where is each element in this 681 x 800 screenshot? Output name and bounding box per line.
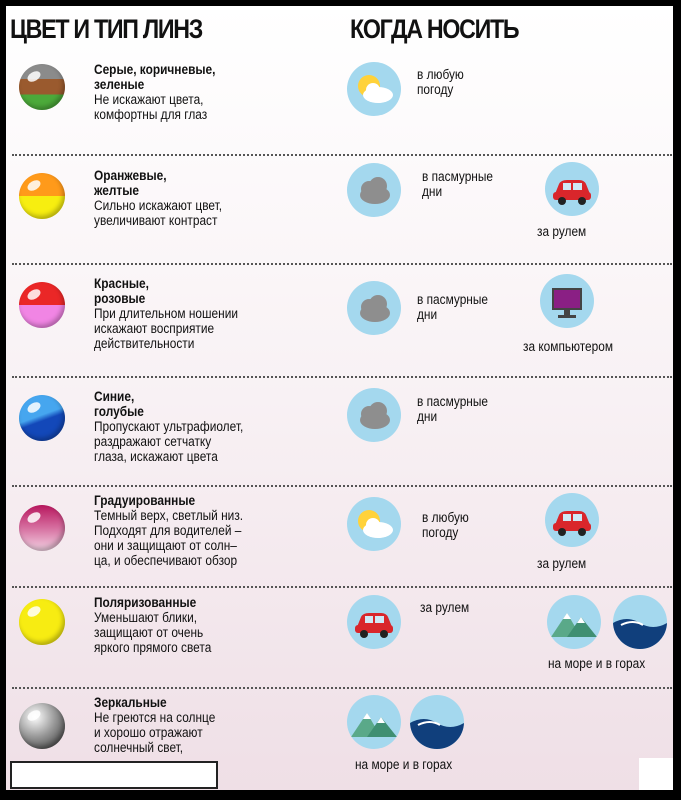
cloud-icon (347, 281, 401, 335)
row2-desc2: увеличивают контраст (94, 213, 218, 228)
car-icon (347, 595, 401, 649)
row2-title-cont: желтые (94, 183, 140, 198)
row6-use-driving: за рулем (420, 600, 470, 615)
row4-text (94, 389, 296, 464)
car-icon (545, 493, 599, 547)
row6-use-sea-mountains: на море и в горах (548, 656, 646, 671)
row6-title: Поляризованные (94, 595, 197, 610)
row5-use: за рулем (537, 556, 587, 571)
mountains-icon (547, 595, 601, 649)
row5-title: Градуированные (94, 493, 196, 508)
header-when-to-wear: КОГДА НОСИТЬ (350, 14, 519, 44)
row1-weather (417, 67, 464, 97)
row5-weather (422, 510, 469, 540)
row4-title-cont: голубые (94, 404, 144, 419)
row2-desc1: Сильно искажают цвет, (94, 198, 223, 213)
mountains-icon (347, 695, 401, 749)
row1-weather-line2: погоду (417, 82, 454, 97)
row3-title-cont: розовые (94, 291, 146, 306)
row5-desc3: они и защищают от солн– (94, 538, 237, 553)
infographic (6, 6, 673, 790)
sea-wave-icon (410, 695, 464, 749)
row6-desc1: Уменьшают блики, (94, 610, 198, 625)
row2-title: Оранжевые, (94, 168, 167, 183)
row1-desc1: Не искажают цвета, (94, 92, 204, 107)
divider (12, 263, 672, 265)
row4-desc1: Пропускают ультрафиолет, (94, 419, 244, 434)
row3-text (94, 276, 296, 351)
sun-cloud-icon (347, 62, 401, 116)
row7-text (94, 695, 296, 755)
lens-polarized (19, 599, 65, 645)
row3-use: за компьютером (523, 339, 614, 354)
monitor-icon (540, 274, 594, 328)
cloud-icon (347, 163, 401, 217)
sun-cloud-icon (347, 497, 401, 551)
row3-desc3: действительности (94, 336, 195, 351)
header-lens-type: ЦВЕТ И ТИП ЛИНЗ (10, 14, 202, 44)
row5-desc2: Подходят для водителей – (94, 523, 242, 538)
row1-weather-line1: в любую (417, 67, 464, 82)
row2-weather (422, 169, 493, 199)
row7-desc3: солнечный свет, (94, 740, 184, 755)
row5-text (94, 493, 296, 568)
row2-weather-line1: в пасмурные (422, 169, 494, 184)
row6-desc2: защищают от очень (94, 625, 204, 640)
divider (12, 687, 672, 689)
row1-title: Серые, коричневые, (94, 62, 216, 77)
divider (12, 376, 672, 378)
lens-gray-brown-green (19, 64, 65, 110)
row1-title-cont: зеленые (94, 77, 145, 92)
row7-title: Зеркальные (94, 695, 167, 710)
lens-gradient (19, 505, 65, 551)
row5-weather-line1: в любую (422, 510, 469, 525)
row4-weather-line1: в пасмурные (417, 394, 489, 409)
row1-text (94, 62, 296, 122)
cloud-icon (347, 388, 401, 442)
row3-weather-line1: в пасмурные (417, 292, 489, 307)
row4-title: Синие, (94, 389, 135, 404)
row1-desc2: комфортны для глаз (94, 107, 208, 122)
row5-desc4: ца, и обеспечивают обзор (94, 553, 238, 568)
row3-desc1: При длительном ношении (94, 306, 239, 321)
row2-text (94, 168, 296, 228)
row4-weather (417, 394, 488, 424)
row3-weather (417, 292, 488, 322)
row6-text (94, 595, 296, 655)
divider (12, 485, 672, 487)
sea-wave-icon (613, 595, 667, 649)
row5-desc1: Темный верх, светлый низ. (94, 508, 244, 523)
blank-box-right (639, 758, 673, 790)
row2-weather-line2: дни (422, 184, 443, 199)
row5-weather-line2: погоду (422, 525, 459, 540)
car-icon (545, 162, 599, 216)
lens-blue (19, 395, 65, 441)
lens-orange-yellow (19, 173, 65, 219)
lens-mirror (19, 703, 65, 749)
row7-desc2: и хорошо отражают (94, 725, 203, 740)
divider (12, 154, 672, 156)
divider (12, 586, 672, 588)
row4-weather-line2: дни (417, 409, 438, 424)
row7-desc1: Не греются на солнце (94, 710, 216, 725)
row6-desc3: яркого прямого света (94, 640, 212, 655)
lens-red-pink (19, 282, 65, 328)
row4-desc3: глаза, искажают цвета (94, 449, 218, 464)
row4-desc2: раздражают сетчатку (94, 434, 212, 449)
row3-desc2: искажают восприятие (94, 321, 215, 336)
row7-use-sea-mountains: на море и в горах (355, 757, 453, 772)
row3-title: Красные, (94, 276, 149, 291)
blank-box-left (10, 761, 218, 789)
row3-weather-line2: дни (417, 307, 438, 322)
row2-use: за рулем (537, 224, 587, 239)
